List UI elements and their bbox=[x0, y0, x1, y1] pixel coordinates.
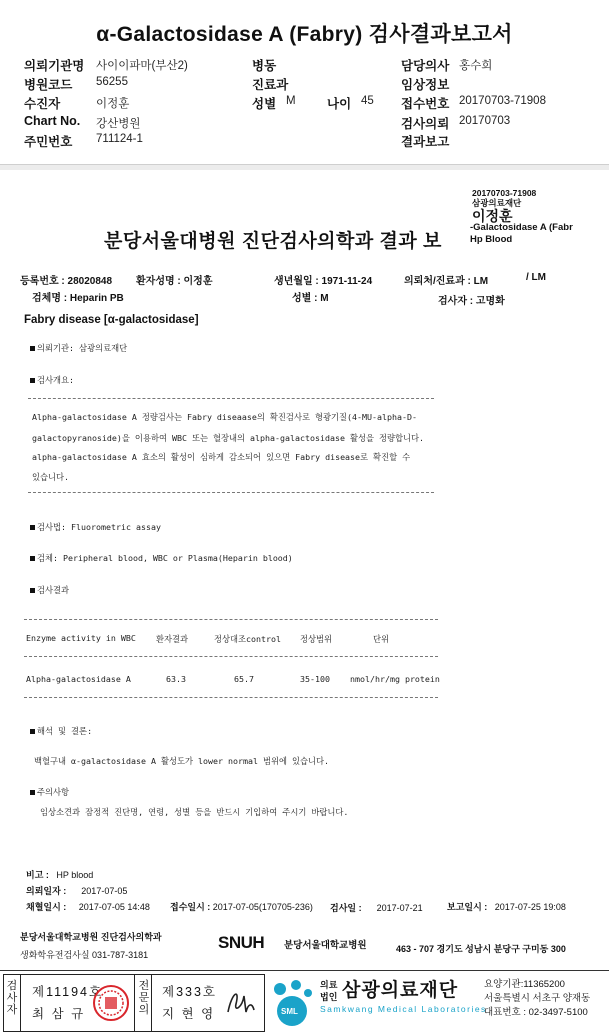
center-footer: 생화학유전검사실 031-787-3181 bbox=[20, 950, 149, 960]
report-info-grid bbox=[0, 0, 609, 170]
row-patient-result: 63.3 bbox=[166, 674, 186, 684]
sig-divider-3 bbox=[151, 974, 152, 1032]
doctor-value: 홍수희 bbox=[459, 60, 493, 72]
col-header-enzyme: Enzyme activity in WBC bbox=[26, 633, 136, 643]
sex-value: M bbox=[286, 95, 296, 107]
ward-label: 병동 bbox=[252, 59, 277, 73]
overview-line-4: 있습니다. bbox=[32, 472, 70, 482]
scan-dob: 생년월일 : 1971-11-24 bbox=[274, 276, 373, 287]
org-care-no: 요양기관:11365200 bbox=[484, 979, 565, 990]
stamp-name: 이정훈 bbox=[472, 208, 513, 224]
overview-line-3: alpha-galactosidase A 효소의 활성이 심하게 감소되어 있으면 Fabry disease로 확진할 수 bbox=[32, 452, 411, 462]
stamp-test: -Galactosidase A (Fabr bbox=[470, 222, 573, 233]
sample-line: 검체: Peripheral blood, WBC or Plasma(Heparin blood) bbox=[30, 552, 293, 564]
tester-name: 최 삼 규 bbox=[32, 1007, 86, 1021]
snuh-address: 463 - 707 경기도 성남시 분당구 구미동 300 bbox=[396, 944, 566, 954]
age-label: 나이 bbox=[327, 97, 352, 111]
org-name: 삼광의료재단 bbox=[342, 980, 459, 1001]
consign-line: 의뢰기관: 삼광의료재단 bbox=[30, 342, 127, 354]
table-mid-rule bbox=[24, 656, 438, 657]
col-header-patient: 환자결과 bbox=[156, 634, 189, 644]
overview-top-rule bbox=[28, 398, 434, 399]
row-enzyme: Alpha-galactosidase A bbox=[26, 674, 131, 684]
tester-license-no: 제11194호 bbox=[32, 985, 104, 999]
table-top-rule bbox=[24, 619, 438, 620]
method-line: 검사법: Fluorometric assay bbox=[30, 521, 161, 533]
result-heading: 검사결과 bbox=[30, 584, 69, 596]
patient-value: 이정훈 bbox=[96, 98, 130, 110]
caution-heading: 주의사항 bbox=[30, 786, 69, 798]
sig-divider-1 bbox=[20, 974, 21, 1032]
org-phone: 대표번호 : 02-3497-5100 bbox=[484, 1007, 588, 1018]
interpretation-heading: 해석 및 결론: bbox=[30, 725, 92, 737]
col-header-range: 정상범위 bbox=[300, 634, 333, 644]
caution-text: 임상소견과 잠정적 진단명, 연령, 성별 등을 반드시 기입하여 주시기 바랍니다. bbox=[40, 807, 349, 817]
sml-logo-label: SML bbox=[281, 1007, 298, 1016]
rrn-value: 711124-1 bbox=[96, 133, 143, 145]
stamp-number: 20170703-71908 bbox=[472, 188, 537, 198]
org-address: 서울특별시 서초구 양재동 bbox=[484, 993, 591, 1004]
tester-seal-icon bbox=[92, 980, 130, 1026]
request-value: 20170703 bbox=[459, 115, 511, 127]
scan-requester: 의뢰처/진료과 : LM bbox=[404, 276, 489, 287]
chart-no-label: Chart No. bbox=[24, 114, 81, 128]
chart-no-value: 강산병원 bbox=[96, 118, 141, 130]
rrn-label: 주민번호 bbox=[24, 135, 73, 149]
scan-sex: 성별 : M bbox=[292, 293, 329, 304]
age-value: 45 bbox=[361, 95, 374, 107]
dept-footer: 분당서울대학교병원 진단검사의학과 bbox=[20, 932, 162, 942]
result-report-label: 결과보고 bbox=[401, 135, 450, 149]
overview-heading: 검사개요: bbox=[30, 374, 74, 386]
stamp-foundation: 삼광의료재단 bbox=[472, 198, 522, 208]
specialist-license-no: 제333호 bbox=[162, 985, 218, 999]
hosp-code-label: 병원코드 bbox=[24, 78, 73, 92]
client-value: 사이이파마(부산2) bbox=[96, 60, 188, 72]
test-date: 검사일 : 2017-07-21 bbox=[330, 903, 423, 913]
org-type-2: 법인 bbox=[320, 992, 338, 1002]
table-bottom-rule bbox=[24, 697, 438, 698]
specialist-vertical-label: 전문의 bbox=[138, 980, 150, 1016]
dept-label: 진료과 bbox=[252, 78, 289, 92]
request-label: 검사의뢰 bbox=[401, 117, 450, 131]
sig-divider-2 bbox=[134, 974, 135, 1032]
hospital-title: 분당서울대병원 진단검사의학과 결과 보 bbox=[104, 231, 442, 252]
receive-time: 접수일시 : 2017-07-05(170705-236) bbox=[170, 902, 313, 912]
scan-specimen: 검체명 : Heparin PB bbox=[32, 293, 124, 304]
row-control: 65.7 bbox=[234, 674, 254, 684]
scan-patient-name: 환자성명 : 이정훈 bbox=[136, 276, 213, 287]
stamp-test-info bbox=[470, 222, 573, 246]
row-range: 35-100 bbox=[300, 674, 330, 684]
scan-requester-dept: / LM bbox=[526, 272, 546, 283]
stamp-specimen: Hp Blood bbox=[470, 234, 513, 245]
patient-label: 수진자 bbox=[24, 97, 61, 111]
hosp-code-value: 56255 bbox=[96, 76, 128, 88]
report-title: α-Galactosidase A (Fabry) 검사결과보고서 bbox=[96, 23, 513, 46]
section-title: Fabry disease [α-galactosidase] bbox=[24, 314, 199, 326]
receipt-label: 접수번호 bbox=[401, 97, 450, 111]
org-type-1: 의료 bbox=[320, 980, 338, 990]
tester-vertical-label: 검사자 bbox=[6, 980, 18, 1016]
sex-label: 성별 bbox=[252, 97, 277, 111]
org-english-name: Samkwang Medical Laboratories bbox=[320, 1004, 487, 1014]
col-header-control: 정상대조control bbox=[214, 634, 282, 644]
receipt-stamp bbox=[472, 188, 536, 225]
row-unit: nmol/hr/mg protein bbox=[350, 674, 440, 684]
remark: 비고 : HP blood bbox=[26, 870, 94, 880]
overview-line-1: Alpha-galactosidase A 정량검사는 Fabry diseaase의 확진검사로 형광기질(4-MU-alpha-D- bbox=[32, 412, 417, 422]
specialist-name: 지 현 영 bbox=[162, 1007, 216, 1021]
snuh-name: 분당서울대학교병원 bbox=[284, 940, 367, 951]
report-time: 보고일시 : 2017-07-25 19:08 bbox=[447, 902, 566, 912]
collect-time: 채혈일시 : 2017-07-05 14:48 bbox=[26, 902, 150, 912]
specialist-signature-icon bbox=[220, 982, 260, 1022]
request-date: 의뢰일자 : 2017-07-05 bbox=[26, 886, 128, 896]
snuh-logo: SNUH bbox=[218, 933, 265, 952]
receipt-value: 20170703-71908 bbox=[459, 95, 546, 107]
doctor-label: 담당의사 bbox=[401, 59, 450, 73]
scan-tester: 검사자 : 고명화 bbox=[438, 296, 505, 307]
sml-logo-icon bbox=[270, 975, 316, 1031]
overview-line-2: galactopyranoside)을 이용하여 WBC 또는 혈장내의 alpha-galactosidase 활성을 정량합니다. bbox=[32, 433, 425, 443]
overview-bottom-rule bbox=[28, 492, 434, 493]
clinical-label: 임상정보 bbox=[401, 78, 450, 92]
client-label: 의뢰기관명 bbox=[24, 59, 85, 73]
reg-no: 등록번호 : 28020848 bbox=[20, 276, 113, 287]
col-header-unit: 단위 bbox=[373, 634, 390, 644]
interpretation-text: 백혈구내 α-galactosidase A 활성도가 lower normal 범위에 있습니다. bbox=[34, 756, 330, 766]
